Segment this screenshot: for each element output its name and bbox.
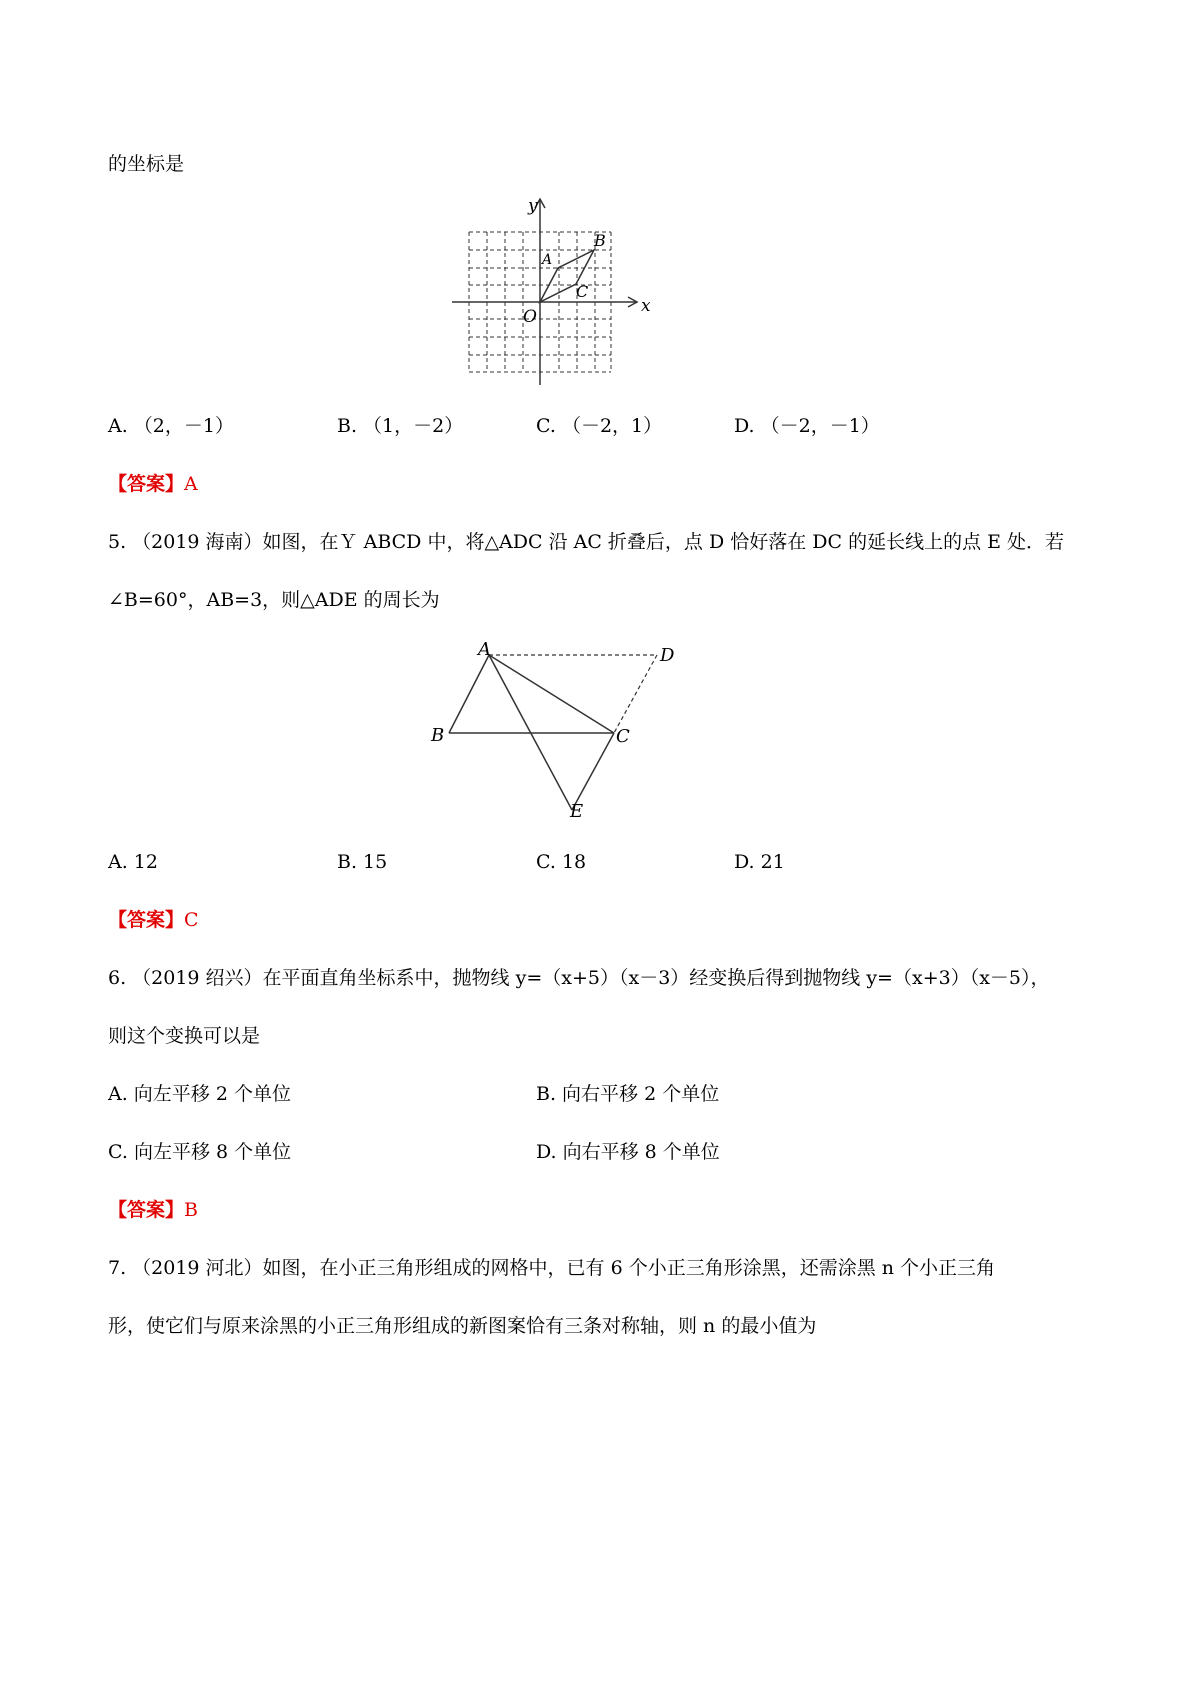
answer-value: B — [184, 1199, 198, 1221]
q7-line-1: 7. （2019 河北）如图，在小正三角形组成的网格中，已有 6 个小正三角形涂黑，还需涂黑 n 个小正三角 — [108, 1257, 996, 1279]
q4-option-a: A. （2，－1） — [108, 415, 234, 437]
label-C: C — [616, 726, 630, 747]
q5-answer — [108, 908, 199, 932]
label-B: B — [431, 725, 445, 746]
q6-option-b: B. 向右平移 2 个单位 — [536, 1083, 720, 1105]
answer-label: 【答案】 — [108, 909, 185, 931]
label-E: E — [570, 801, 584, 822]
answer-value: A — [184, 473, 198, 495]
answer-label: 【答案】 — [108, 1199, 185, 1221]
label-y: y — [528, 196, 538, 216]
coordinate-grid-figure — [445, 192, 665, 387]
fold-triangle-figure — [425, 635, 690, 825]
label-B: B — [594, 231, 606, 250]
label-A: A — [542, 252, 553, 268]
answer-value: C — [184, 909, 199, 931]
q5-option-b: B. 15 — [337, 851, 388, 873]
label-x: x — [641, 296, 651, 316]
q6-line-2: 则这个变换可以是 — [108, 1025, 261, 1047]
q6-option-c: C. 向左平移 8 个单位 — [108, 1141, 292, 1163]
q6-line-1: 6. （2019 绍兴）在平面直角坐标系中，抛物线 y=（x+5）（x－3）经变换后得到抛物线 y=（x+3）（x－5）， — [108, 967, 1050, 989]
q6-option-a: A. 向左平移 2 个单位 — [108, 1083, 291, 1105]
q6-answer — [108, 1198, 198, 1222]
q4-answer — [108, 472, 198, 496]
q5-line-1: 5. （2019 海南）如图，在Ｙ ABCD 中，将△ADC 沿 AC 折叠后，点 D 恰好落在 DC 的延长线上的点 E 处．若 — [108, 531, 1065, 553]
answer-label: 【答案】 — [108, 473, 185, 495]
label-C: C — [576, 282, 589, 301]
q6-option-d: D. 向右平移 8 个单位 — [536, 1141, 720, 1163]
q5-option-a: A. 12 — [108, 851, 158, 873]
label-A: A — [478, 639, 491, 660]
q7-line-2: 形，使它们与原来涂黑的小正三角形组成的新图案恰有三条对称轴，则 n 的最小值为 — [108, 1315, 817, 1337]
label-D: D — [660, 645, 675, 666]
q4-option-c: C. （－2，1） — [536, 415, 663, 437]
q4-option-d: D. （－2，－1） — [734, 415, 880, 437]
q4-question-tail: 的坐标是 — [108, 153, 185, 175]
q5-option-c: C. 18 — [536, 851, 587, 873]
q4-option-b: B. （1，－2） — [337, 415, 464, 437]
label-O: O — [523, 307, 537, 327]
q5-option-d: D. 21 — [734, 851, 785, 873]
q5-line-2: ∠B=60°，AB=3，则△ADE 的周长为 — [108, 589, 440, 611]
